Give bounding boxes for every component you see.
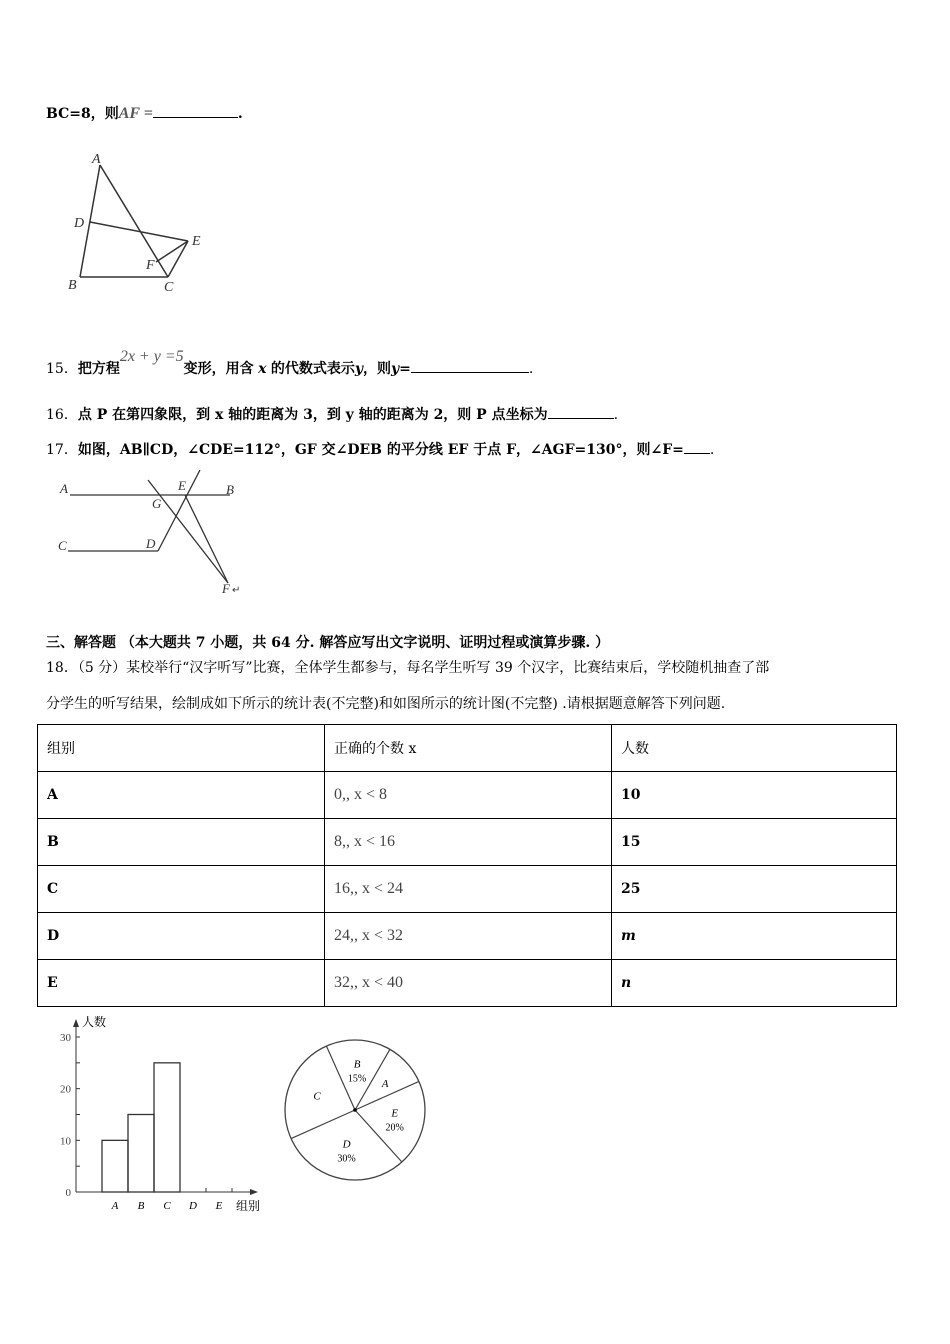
bar-chart — [40, 1010, 270, 1220]
q15-var: x — [258, 361, 267, 377]
q14-math: AF = — [118, 105, 153, 122]
q17-line — [46, 439, 714, 459]
y-axis-label: 人数 — [82, 1015, 107, 1029]
x-axis-arrow-icon — [250, 1189, 258, 1195]
pie-center — [353, 1108, 357, 1112]
cell-group: D — [38, 913, 325, 960]
q15-line — [46, 348, 534, 378]
cell-count: 10 — [612, 772, 897, 819]
q15-suffix: . — [528, 361, 534, 377]
label-E: E — [192, 234, 201, 249]
slice-label: B — [353, 1058, 361, 1071]
header-cell: 人数 — [612, 725, 897, 772]
cell-count: m — [612, 913, 897, 960]
cell-count: n — [612, 960, 897, 1007]
parallel-lines-figure — [50, 470, 250, 600]
slice-label: E — [391, 1107, 399, 1120]
answer-blank — [684, 441, 710, 454]
cell-group: A — [38, 772, 325, 819]
q15-var: y= — [391, 361, 411, 377]
slice-label: C — [313, 1090, 321, 1103]
bar-A — [102, 1140, 128, 1192]
x-tick-label: B — [137, 1200, 145, 1212]
bar-B — [128, 1115, 154, 1193]
slice-percent: 15% — [347, 1073, 367, 1085]
x-tick-label: A — [111, 1200, 119, 1212]
y-tick-label: 10 — [60, 1135, 71, 1148]
q16-line — [46, 404, 618, 424]
label-F: F — [222, 581, 230, 596]
q16-suffix: . — [613, 407, 619, 423]
stats-table — [37, 724, 897, 1007]
table-row — [38, 819, 897, 866]
q15-text: ，则 — [363, 361, 392, 377]
q18-line1 — [46, 657, 769, 677]
q17-number: 17． — [46, 442, 78, 458]
x-axis-label: 组别 — [236, 1199, 261, 1213]
pie-slice-C — [291, 1110, 355, 1139]
cell-group: E — [38, 960, 325, 1007]
q15-number: 15． — [46, 361, 78, 377]
q18-line2: 分学生的听写结果，绘制成如下所示的统计表(不完整)和如图所示的统计图(不完整) .请根据题意解答下列问题. — [46, 696, 726, 712]
q18-text: （5 分）某校举行“汉字听写”比赛，全体学生都参与，每名学生听写 39 个汉字，比赛结束后，学校随机抽查了部 — [77, 660, 770, 676]
q16-text: 点 P 在第四象限，到 x 轴的距离为 3，到 y 轴的距离为 2，则 P 点坐标为 — [77, 407, 548, 423]
table-row — [38, 913, 897, 960]
slice-label: A — [381, 1077, 389, 1090]
cell-count: 25 — [612, 866, 897, 913]
cell-range: 24,, x < 32 — [325, 913, 612, 960]
q14-suffix: . — [237, 106, 243, 122]
x-tick-label: E — [215, 1200, 223, 1212]
answer-blank — [548, 406, 614, 419]
label-B: B — [68, 278, 77, 293]
label-C: C — [164, 280, 174, 295]
table-header — [38, 725, 897, 772]
q15-text: 变形，用含 — [183, 361, 254, 377]
cell-count: 15 — [612, 819, 897, 866]
q15-math: 2x + y =5 — [119, 348, 184, 365]
cell-range: 8,, x < 16 — [325, 819, 612, 866]
y-axis-arrow-icon — [73, 1019, 79, 1027]
slice-percent: 30% — [337, 1153, 356, 1165]
label-G: G — [152, 496, 162, 511]
answer-blank — [153, 105, 238, 118]
table-row — [38, 772, 897, 819]
q17-text: 如图，AB∥CD，∠CDE=112°，GF 交∠DEB 的平分线 EF 于点 F，∠AGF=130°，则∠F= — [77, 442, 684, 458]
q16-number: 16． — [46, 407, 78, 423]
label-B: B — [226, 482, 234, 497]
label-D: D — [74, 216, 85, 231]
table-row — [38, 866, 897, 913]
table-row — [38, 960, 897, 1007]
pie-chart — [280, 1035, 430, 1185]
header-cell: 组别 — [38, 725, 325, 772]
bar-C — [154, 1063, 180, 1192]
q18-number: 18． — [46, 660, 78, 676]
label-F: F — [146, 258, 155, 273]
cell-group: C — [38, 866, 325, 913]
header-cell: 正确的个数 x — [325, 725, 612, 772]
y-tick-label: 20 — [60, 1083, 71, 1096]
cell-range: 0,, x < 8 — [325, 772, 612, 819]
q15-var: y — [354, 361, 364, 377]
label-D: D — [146, 536, 156, 551]
q15-text: 把方程 — [77, 361, 120, 377]
q15-text: 的代数式表示 — [270, 361, 355, 377]
cell-range: 32,, x < 40 — [325, 960, 612, 1007]
y-tick-label: 0 — [65, 1187, 71, 1199]
return-mark: ↵ — [232, 585, 241, 596]
slice-label: D — [342, 1138, 351, 1151]
q14-text: BC=8，则 — [46, 106, 119, 122]
y-tick-label: 30 — [60, 1032, 71, 1044]
label-A: A — [92, 152, 101, 167]
q17-suffix: . — [709, 442, 715, 458]
x-tick-label: D — [189, 1200, 197, 1212]
answer-blank — [411, 360, 529, 373]
cell-range: 16,, x < 24 — [325, 866, 612, 913]
x-tick-label: C — [163, 1200, 171, 1212]
q14-line — [46, 103, 243, 123]
label-C: C — [58, 538, 67, 553]
triangle-figure — [60, 145, 220, 295]
label-E: E — [178, 478, 186, 493]
cell-group: B — [38, 819, 325, 866]
slice-percent: 20% — [385, 1122, 404, 1134]
label-A: A — [60, 481, 68, 496]
section-heading: 三、解答题 （本大题共 7 小题，共 64 分. 解答应写出文字说明、证明过程或演算步骤. ） — [46, 635, 610, 651]
